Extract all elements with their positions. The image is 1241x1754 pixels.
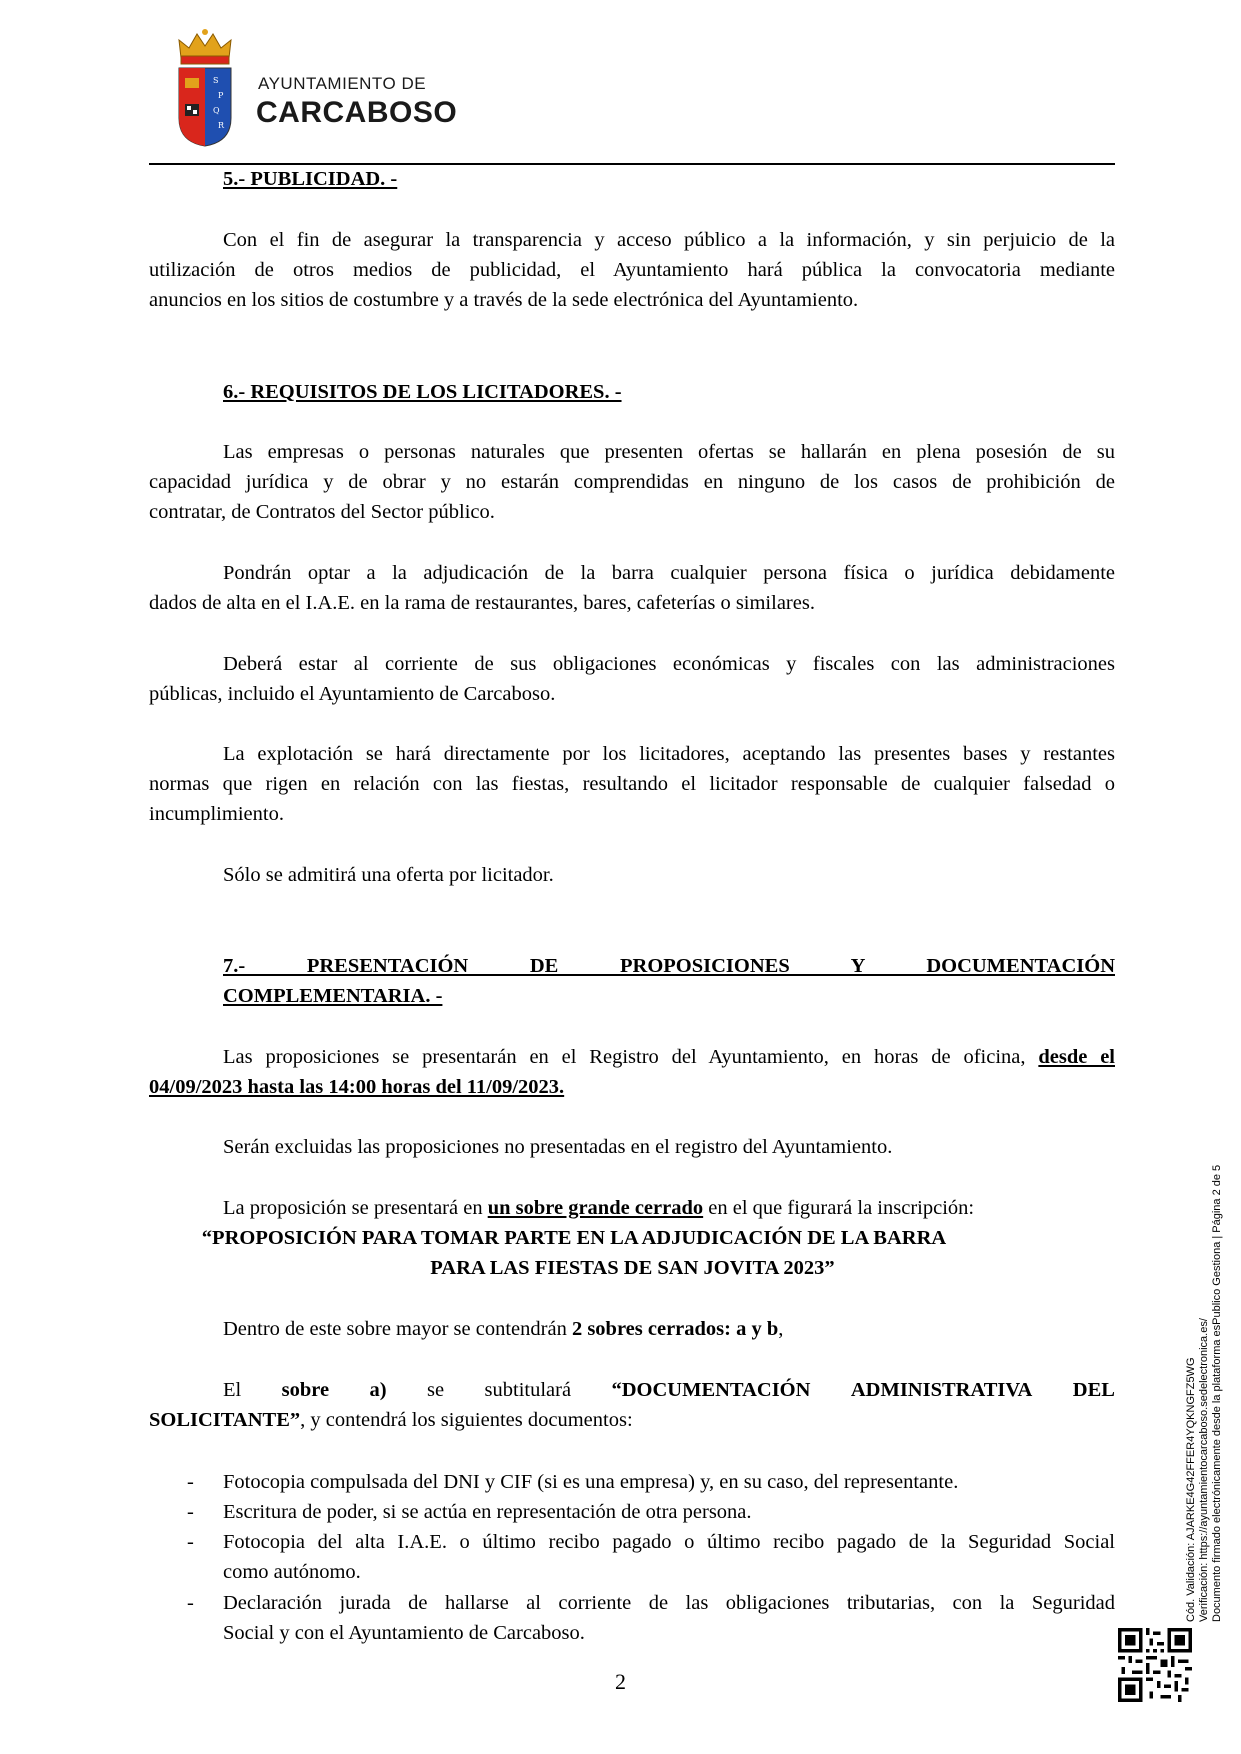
section-5-paragraph-line: utilización de otros medios de publicidad, el Ayuntamiento hará pública la convocatoria mediante bbox=[149, 259, 1115, 281]
municipal-crest-logo bbox=[173, 28, 237, 148]
section-6-paragraph-line: dados de alta en el I.A.E. en la rama de restaurantes, bares, cafeterías o similares. bbox=[149, 592, 815, 614]
list-bullet: - bbox=[187, 1592, 194, 1614]
section-7-heading: COMPLEMENTARIA. - bbox=[223, 985, 443, 1007]
inscription-line bbox=[0, 1223, 1092, 1253]
word: El bbox=[223, 1379, 242, 1401]
section-6-paragraph-line: contratar, de Contratos del Sector público. bbox=[149, 501, 495, 523]
list-item: Escritura de poder, si se actúa en representación de otra persona. bbox=[223, 1501, 752, 1523]
section-7-paragraph-line bbox=[223, 1042, 1115, 1072]
validation-side-text bbox=[1185, 1102, 1224, 1622]
section-5-paragraph-line: Con el fin de asegurar la transparencia y acceso público a la información, y sin perjuicio de la bbox=[223, 229, 1115, 251]
inscription-line bbox=[0, 1253, 1241, 1283]
signature-note: Documento firmado electrónicamente desde la plataforma esPublico Gestiona | Página 2 de 5 bbox=[1211, 1164, 1223, 1622]
text-run: La proposición se presentará en bbox=[223, 1197, 488, 1219]
text-run: , bbox=[778, 1318, 784, 1340]
section-6-paragraph-line: normas que rigen en relación con las fiestas, resultando el licitador responsable de cualquier falsedad o bbox=[149, 773, 1115, 795]
inscription-text: “PROPOSICIÓN PARA TOMAR PARTE EN LA ADJUDICACIÓN DE LA BARRA bbox=[201, 1227, 947, 1249]
section-7-paragraph-line bbox=[223, 1193, 974, 1223]
page-number: 2 bbox=[615, 1669, 626, 1694]
emphasis-run: un sobre grande cerrado bbox=[487, 1197, 704, 1219]
section-6-paragraph-line: Las empresas o personas naturales que presenten ofertas se hallarán en plena posesión de su bbox=[223, 441, 1115, 463]
text-run: Las proposiciones se presentarán en el Registro del Ayuntamiento, en horas de oficina, bbox=[223, 1046, 1039, 1068]
logo-text-ayuntamiento: AYUNTAMIENTO DE bbox=[258, 74, 427, 93]
section-7-paragraph-line: Serán excluidas las proposiciones no presentadas en el registro del Ayuntamiento. bbox=[223, 1136, 893, 1158]
section-5-heading: 5.- PUBLICIDAD. - bbox=[223, 168, 398, 190]
word: subtitulará bbox=[484, 1379, 572, 1401]
list-bullet: - bbox=[187, 1531, 194, 1553]
crest-letter-p: P bbox=[218, 91, 224, 100]
date-range-start: desde el bbox=[1038, 1046, 1115, 1068]
list-item: Declaración jurada de hallarse al corriente de las obligaciones tributarias, con la Seguridad bbox=[223, 1592, 1115, 1614]
section-5-paragraph-line: anuncios en los sitios de costumbre y a través de la sede electrónica del Ayuntamiento. bbox=[149, 289, 859, 311]
word: ADMINISTRATIVA bbox=[850, 1379, 1033, 1401]
section-7-paragraph-line bbox=[149, 1405, 633, 1435]
verification-url[interactable]: Verificación: https://ayuntamientocarcaboso.sedelectronica.es/ bbox=[1198, 1318, 1210, 1622]
crest-letter-q: Q bbox=[213, 106, 220, 115]
qr-code-icon bbox=[1118, 1628, 1192, 1702]
section-6-paragraph-line: capacidad jurídica y de obrar y no estarán comprendidas en ninguno de los casos de prohibición de bbox=[149, 471, 1115, 493]
word: “DOCUMENTACIÓN bbox=[611, 1379, 811, 1401]
section-6-paragraph-line: Sólo se admitirá una oferta por licitador. bbox=[223, 864, 554, 886]
list-item: Fotocopia del alta I.A.E. o último recibo pagado o último recibo pagado de la Seguridad Social bbox=[223, 1531, 1115, 1553]
list-item-continuation: Social y con el Ayuntamiento de Carcaboso. bbox=[223, 1622, 585, 1644]
word: se bbox=[427, 1379, 445, 1401]
text-run: en el que figurará la inscripción: bbox=[703, 1197, 975, 1219]
section-6-paragraph-line: incumplimiento. bbox=[149, 803, 284, 825]
crest-letter-s: S bbox=[213, 76, 219, 85]
section-7-paragraph-line bbox=[223, 1375, 1115, 1405]
section-6-paragraph-line: públicas, incluido el Ayuntamiento de Carcaboso. bbox=[149, 683, 556, 705]
validation-code: Cód. Validación: AJARKE4G42FFER4YQKNGFZ5WG bbox=[1185, 1357, 1197, 1622]
emphasis-run: SOLICITANTE” bbox=[149, 1409, 301, 1431]
list-item: Fotocopia compulsada del DNI y CIF (si es una empresa) y, en su caso, del representante. bbox=[223, 1471, 959, 1493]
list-item-continuation: como autónomo. bbox=[223, 1561, 361, 1583]
word: DEL bbox=[1072, 1379, 1115, 1401]
section-7-heading: 7.- PRESENTACIÓN DE PROPOSICIONES Y DOCUMENTACIÓN bbox=[223, 955, 1115, 977]
list-bullet: - bbox=[187, 1471, 194, 1493]
list-bullet: - bbox=[187, 1501, 194, 1523]
section-6-paragraph-line: La explotación se hará directamente por los licitadores, aceptando las presentes bases y restantes bbox=[223, 743, 1115, 765]
date-range-end: 04/09/2023 hasta las 14:00 horas del 11/09/2023. bbox=[149, 1076, 565, 1098]
text-run: , y contendrá los siguientes documentos: bbox=[300, 1409, 633, 1431]
inscription-text: PARA LAS FIESTAS DE SAN JOVITA 2023” bbox=[430, 1257, 835, 1279]
section-6-heading: 6.- REQUISITOS DE LOS LICITADORES. - bbox=[223, 381, 622, 403]
word: a) bbox=[369, 1379, 387, 1401]
crest-letter-r: R bbox=[218, 121, 225, 130]
word: sobre bbox=[281, 1379, 330, 1401]
logo-text-carcaboso: CARCABOSO bbox=[256, 96, 458, 129]
section-6-paragraph-line: Pondrán optar a la adjudicación de la barra cualquier persona física o jurídica debidamente bbox=[223, 562, 1115, 584]
section-6-paragraph-line: Deberá estar al corriente de sus obligaciones económicas y fiscales con las administraciones bbox=[223, 653, 1115, 675]
section-7-paragraph-line bbox=[223, 1314, 783, 1344]
text-run: Dentro de este sobre mayor se contendrán bbox=[223, 1318, 572, 1340]
emphasis-run: 2 sobres cerrados: a y b bbox=[571, 1318, 779, 1340]
